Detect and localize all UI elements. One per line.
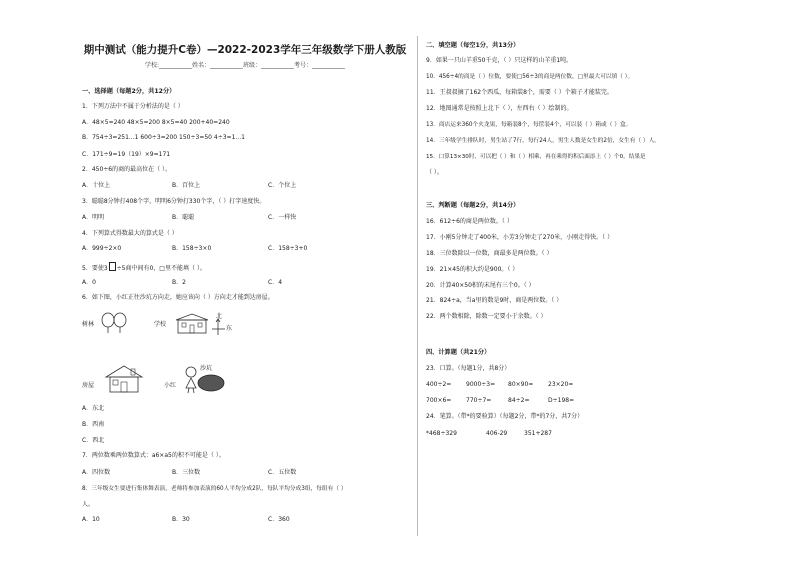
sandpit-icon: [196, 372, 226, 394]
q5-text-pre: 5．要使3: [82, 265, 108, 272]
school-icon: [174, 312, 210, 334]
calc-cell: 400÷2=: [426, 381, 452, 388]
calc-cell: 770÷7=: [466, 397, 492, 404]
q10-text: 10．456÷4的商是（ ）位数，要使□56÷3的商是两位数，□里最大可以填（ ）。: [426, 74, 634, 80]
q8-text: 8．三年级女生要进行集体舞表演，老师将参加表演的60人平均分成2队，每队平均分成3组，每组有（ ）: [82, 486, 347, 492]
q4-option-b: B．158÷3×0: [172, 245, 212, 252]
label-girl: 小红: [164, 382, 177, 389]
q8-text-cont: 人。: [82, 501, 95, 508]
q7-option-c: C．五位数: [268, 469, 297, 476]
q15-text: 15．口算13×30时，可以把（ ）和（ ）相乘，再在乘得的积后面添上（ ）个0，结果是: [426, 154, 646, 160]
label-house: 房屋: [82, 382, 95, 389]
q3-option-a: A．明明: [82, 214, 105, 221]
q1-option-a: A．48×5=240 48×5=200 8×5=40 200+40=240: [82, 119, 230, 126]
q5-text-post: ÷5商中间有0，□里不能填（ ）。: [116, 265, 206, 272]
written-calc-item: *468÷329: [426, 430, 457, 437]
written-calc-item: 406-29: [486, 430, 508, 437]
section-calc-title: 四、计算题（共21分）: [426, 349, 491, 356]
q13-text: 13．商店运来360个火龙果，每箱装8个，每筐装4个，可以装（ ）箱或（ ）盒。: [426, 122, 632, 128]
q7-option-b: B．三位数: [172, 469, 201, 476]
label-tree: 树林: [82, 321, 95, 328]
section-fill-title: 二、填空题（每空1分，共13分）: [426, 42, 520, 49]
q3-text: 3．聪聪8分钟打408个字，明明6分钟打330个字，（ ）打字速度快。: [82, 198, 266, 205]
q8-option-a: A．10: [82, 516, 100, 523]
compass-icon: [210, 318, 226, 336]
q16-text: 16．612÷6的商是两位数。（ ）: [426, 218, 513, 225]
q5-text: [82, 262, 206, 273]
q1-option-c: C．171÷9=19（19）×9=171: [82, 151, 171, 158]
q14-text: 14．三年级学生排队时，男生站了7行，每行24人，男生人数是女生的2倍，女生有（ ）人。: [426, 138, 660, 144]
q5-option-a: A．0: [82, 279, 96, 286]
q21-text: 21．824÷a，当a里的数是9时，商是两位数。（ ）: [426, 297, 563, 304]
q18-text: 18．三位数除以一位数，商最多是两位数。（ ）: [426, 250, 553, 257]
q19-text: 19．21×45的积大约是900。（ ）: [426, 266, 519, 273]
tree-icon: [100, 312, 130, 334]
q24-text: 24．笔算。（带*的要验算）（每题2分，带*的7分，共7分）: [426, 413, 584, 420]
q3-option-b: B．聪聪: [172, 214, 195, 221]
calc-cell: 9000÷3=: [466, 381, 496, 388]
written-calc-item: 351+287: [524, 430, 552, 437]
q4-option-c: C．158÷3+0: [268, 245, 308, 252]
calc-cell: 84÷2=: [508, 397, 530, 404]
q17-text: 17．小刚5分钟走了400米，小芳3分钟走了270米，小刚走得快。（ ）: [426, 234, 614, 241]
q4-text: 4．下列算式得数最大的算式是（ ）: [82, 230, 178, 237]
q20-text: 20．计算40×50积的末尾有三个0。（ ）: [426, 282, 535, 289]
q15-text-cont: （ ）。: [426, 169, 443, 176]
q2-option-b: B．百位上: [172, 182, 201, 189]
q6-text: 6．如下图，小红正往沙坑方向走，她应该向（ ）方向走才能到达房屋。: [82, 294, 274, 301]
q8-option-b: B．30: [172, 516, 190, 523]
calc-cell: 80×90=: [508, 381, 534, 388]
calc-cell: D÷198=: [548, 397, 575, 404]
q6-option-b: B．西南: [82, 421, 105, 428]
q7-text: 7．两位数乘两位数算式：a6×a5的积不可能是（ ）。: [82, 452, 225, 459]
student-info-line: 学校:___________姓名：___________班级：___________考号：___________: [144, 62, 346, 69]
label-north: 北: [216, 313, 223, 320]
q2-option-c: C．个位上: [268, 182, 297, 189]
label-east: 东: [226, 325, 233, 332]
q23-text: 23．口算。（每题1分，共8分）: [426, 365, 511, 372]
section-choice-title: 一、选择题（每题2分，共12分）: [82, 88, 176, 95]
q5-blank-box: [109, 262, 116, 271]
q22-text: 22．两个数相除，除数一定要小于余数。（ ）: [426, 313, 547, 320]
q6-option-a: A．东北: [82, 405, 105, 412]
q1-option-b: B．754÷3=251...1 600÷3=200 150÷3=50 4÷3=1...1: [82, 134, 245, 141]
q9-text: 9．如果一只山羊重50千克，（ ）只这样的山羊重1吨。: [426, 57, 573, 64]
q4-option-a: A．999÷2×0: [82, 245, 122, 252]
house-icon: [104, 364, 144, 394]
q5-option-b: B．2: [172, 279, 186, 286]
q2-option-a: A．十位上: [82, 182, 111, 189]
q11-text: 11．王叔叔摘了162个西瓜，每箱装8个，需要（ ）个箱子才能装完。: [426, 89, 613, 96]
q6-option-c: C．西北: [82, 437, 105, 444]
calc-cell: 700×6=: [426, 397, 452, 404]
calc-cell: 23×20=: [548, 381, 574, 388]
page-title: 期中测试（能力提升C卷）—2022-2023学年三年级数学下册人教版: [83, 44, 407, 56]
q2-text: 2．450÷6的商的最高位在（ ）。: [82, 166, 172, 173]
section-judge-title: 三、判断题（每题2分，共14分）: [426, 202, 520, 209]
q3-option-c: C．一样快: [268, 214, 297, 221]
column-divider: [417, 36, 418, 536]
q7-option-a: A．四位数: [82, 469, 111, 476]
q1-text: 1．下列万法中不属于分析法的是（ ）: [82, 103, 184, 110]
q8-option-c: C．360: [268, 516, 290, 523]
q5-option-c: C．4: [268, 279, 283, 286]
q12-text: 12．地图通常是按照上北下（ ），左西右（ ）绘制的。: [426, 105, 573, 112]
label-school: 学校: [154, 321, 167, 328]
label-sandpit: 沙坑: [200, 365, 213, 372]
